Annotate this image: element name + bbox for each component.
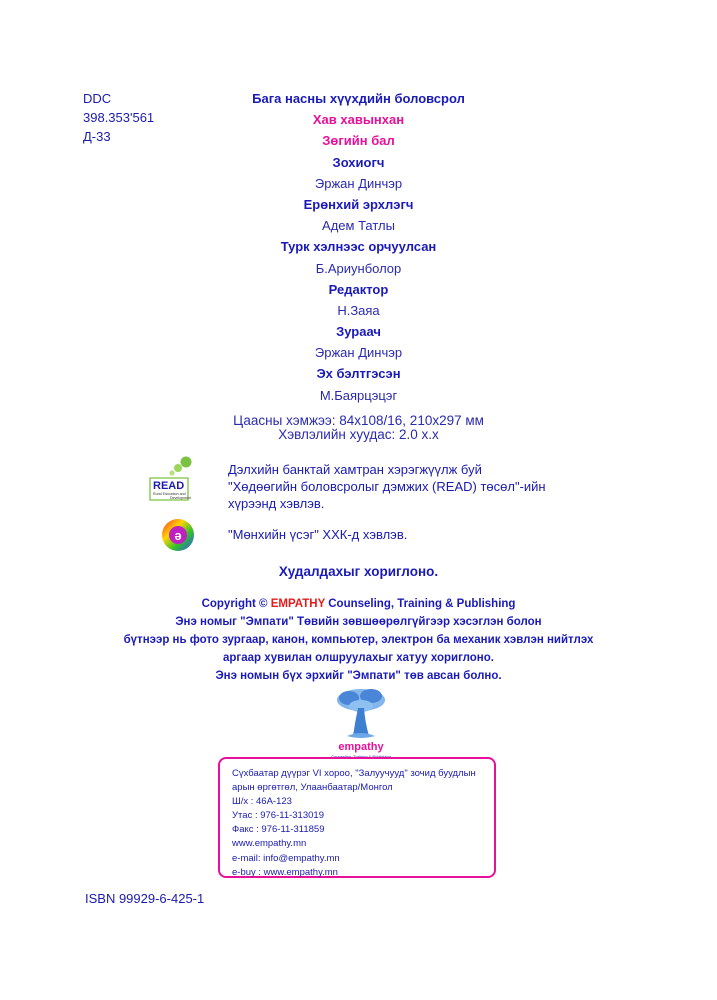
- not-for-sale-notice: Худалдахыг хориглоно.: [278, 564, 439, 579]
- empathy-logo: [325, 686, 397, 764]
- address-box: [218, 757, 496, 878]
- isbn: ISBN 99929-6-425-1: [85, 891, 205, 906]
- book-title-line-2: Зөгийн бал: [322, 133, 395, 149]
- address-line-2: арын өргөтгөл, Улаанбаатар/Монгол: [232, 782, 393, 794]
- printer-text: "Мөнхийн үсэг" ХХК-д хэвлэв.: [228, 527, 408, 542]
- paper-info: [150, 414, 567, 442]
- svg-text:ə: ə: [174, 528, 182, 543]
- copyright-block: [40, 595, 677, 685]
- read-text-line-1: Дэлхийн банктай хамтран хэрэгжүүлж буй: [228, 462, 482, 477]
- credit-name-illustrator: Эржан Динчэр: [314, 345, 403, 361]
- copyright-line-4: Энэ номын бүх эрхийг "Эмпати" төв авсан болно.: [215, 670, 502, 682]
- empathy-logo-word: empathy: [338, 741, 384, 753]
- read-logo-tagline-1: Rural Education and: [153, 492, 186, 496]
- read-text-line-2: "Хөдөөгийн боловсролыг дэмжих (READ) төсөл"-ийн: [228, 479, 546, 494]
- read-text-line-3: хүрээнд хэвлэв.: [228, 496, 325, 511]
- paper-size: Цаасны хэмжээ: 84x108/16, 210x297 мм: [233, 413, 484, 428]
- credit-role-editor: Редактор: [328, 281, 389, 297]
- credit-role-chief-editor: Ерөнхий эрхлэгч: [303, 196, 414, 212]
- address-website: www.empathy.mn: [232, 838, 307, 850]
- address-pobox: Ш/х : 46А-123: [232, 796, 292, 808]
- copyright-line-1: Энэ номыг "Эмпати" Төвийн зөвшөөрөлгүйгээр хэсэглэн болон: [175, 616, 542, 628]
- address-line-1: Сүхбаатар дүүрэг VI хороо, "Залуучууд" зочид буудлын: [232, 768, 476, 779]
- book-title-line-1: Хав хавынхан: [312, 112, 405, 128]
- credit-role-translator: Турк хэлнээс орчуулсан: [280, 239, 437, 255]
- copyright-brand: EMPATHY: [270, 598, 326, 610]
- ddc-code: Д-33: [83, 129, 111, 144]
- copyright-line-2: бүтнээр нь фото зургаар, канон, компьютер, электрон ба механик хэвлэн нийтлэх: [123, 634, 594, 646]
- ddc-block: [83, 89, 154, 146]
- address-email: e-mail: info@empathy.mn: [232, 852, 340, 864]
- read-logo-word: READ: [153, 480, 185, 492]
- address-fax: Факс : 976-11-311859: [232, 824, 325, 836]
- printer-logo: [160, 517, 196, 553]
- read-logo: [148, 456, 212, 506]
- copyright-line: [40, 595, 677, 613]
- credit-role-layout: Эх бэлтгэсэн: [316, 366, 401, 382]
- credit-name-editor: Н.Заяа: [337, 302, 380, 318]
- credit-name-chief-editor: Адем Татлы: [322, 218, 395, 234]
- credit-role-author: Зохиогч: [332, 154, 385, 170]
- copyright-prefix: Copyright ©: [201, 598, 271, 610]
- read-logo-tagline-2: Development: [170, 496, 192, 500]
- copyright-suffix: Counseling, Training & Publishing: [325, 598, 516, 610]
- ddc-label: DDC: [83, 91, 112, 106]
- credits-block: [150, 88, 567, 406]
- empathy-logo-tagline: Counseling, Training & Publishing: [331, 754, 391, 759]
- print-sheets: Хэвлэлийн хуудас: 2.0 х.х: [278, 427, 439, 442]
- address-ebuy: e-buy : www.empathy.mn: [232, 866, 338, 878]
- credit-name-author: Эржан Динчэр: [314, 175, 403, 191]
- credit-name-layout: М.Баярцэцэг: [319, 387, 398, 403]
- credit-name-translator: Б.Ариунболор: [315, 260, 402, 276]
- address-phone: Утас : 976-11-313019: [232, 810, 324, 822]
- ddc-number: 398.353'561: [83, 110, 155, 125]
- credit-role-illustrator: Зураач: [336, 324, 381, 340]
- series-title: Бага насны хүүхдийн боловсрол: [252, 91, 465, 106]
- read-project-text: [228, 461, 588, 512]
- copyright-line-3: аргаар хувилан олшруулахыг хатуу хориглоно.: [223, 652, 494, 664]
